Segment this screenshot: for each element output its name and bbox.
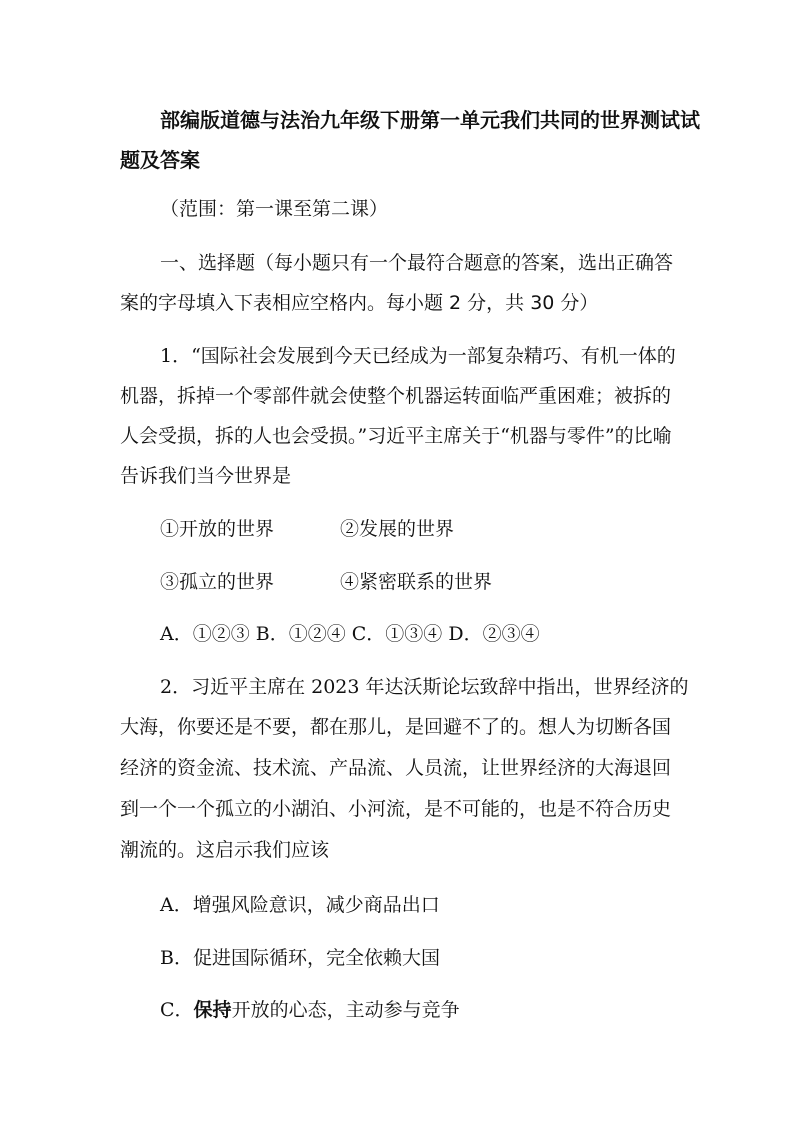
q1-text-line-3: 人会受损，拆的人也会受损。”习近平主席关于“机器与零件”的比喻	[120, 425, 672, 447]
q1-text-line-2: 机器，拆掉一个零部件就会使整个机器运转面临严重困难；被拆的	[120, 385, 672, 407]
q2-option-c	[160, 998, 460, 1022]
q2-text-line-3: 经济的资金流、技术流、产品流、人员流，让世界经济的大海退回	[120, 757, 672, 779]
q1-item-1: ①开放的世界	[160, 518, 275, 540]
q2-text-line-1: 2．习近平主席在 2023 年达沃斯论坛致辞中指出，世界经济的	[160, 676, 689, 698]
q2-option-c-prefix: C．	[160, 999, 194, 1021]
q1-text-line-1: 1．“国际社会发展到今天已经成为一部复杂精巧、有机一体的	[160, 345, 676, 367]
document-title-line-1: 部编版道德与法治九年级下册第一单元我们共同的世界测试试	[160, 108, 700, 132]
document-title-line-2: 题及答案	[120, 148, 200, 172]
q2-option-c-rest: 开放的心态，主动参与竞争	[231, 999, 460, 1021]
q1-text-line-4: 告诉我们当今世界是	[120, 465, 292, 487]
q1-answer-options: A．①②③ B．①②④ C．①③④ D．②③④	[160, 623, 540, 645]
q2-option-b: B．促进国际循环，完全依赖大国	[160, 947, 440, 969]
q1-item-3: ③孤立的世界	[160, 571, 275, 593]
q1-item-4: ④紧密联系的世界	[340, 571, 493, 593]
q2-text-line-5: 潮流的。这启示我们应该	[120, 839, 330, 861]
q2-option-c-bold: 保持	[193, 999, 232, 1021]
scope-note: （范围：第一课至第二课）	[160, 198, 389, 220]
section-heading-line-1: 一、选择题（每小题只有一个最符合题意的答案，选出正确答	[160, 252, 674, 274]
q1-item-2: ②发展的世界	[340, 518, 455, 540]
section-heading-line-2: 案的字母填入下表相应空格内。每小题 2 分，共 30 分）	[120, 292, 599, 314]
q2-text-line-2: 大海，你要还是不要，都在那儿，是回避不了的。想人为切断各国	[120, 716, 672, 738]
q2-option-a: A．增强风险意识，减少商品出口	[160, 894, 440, 916]
q2-text-line-4: 到一个一个孤立的小湖泊、小河流，是不可能的，也是不符合历史	[120, 798, 672, 820]
